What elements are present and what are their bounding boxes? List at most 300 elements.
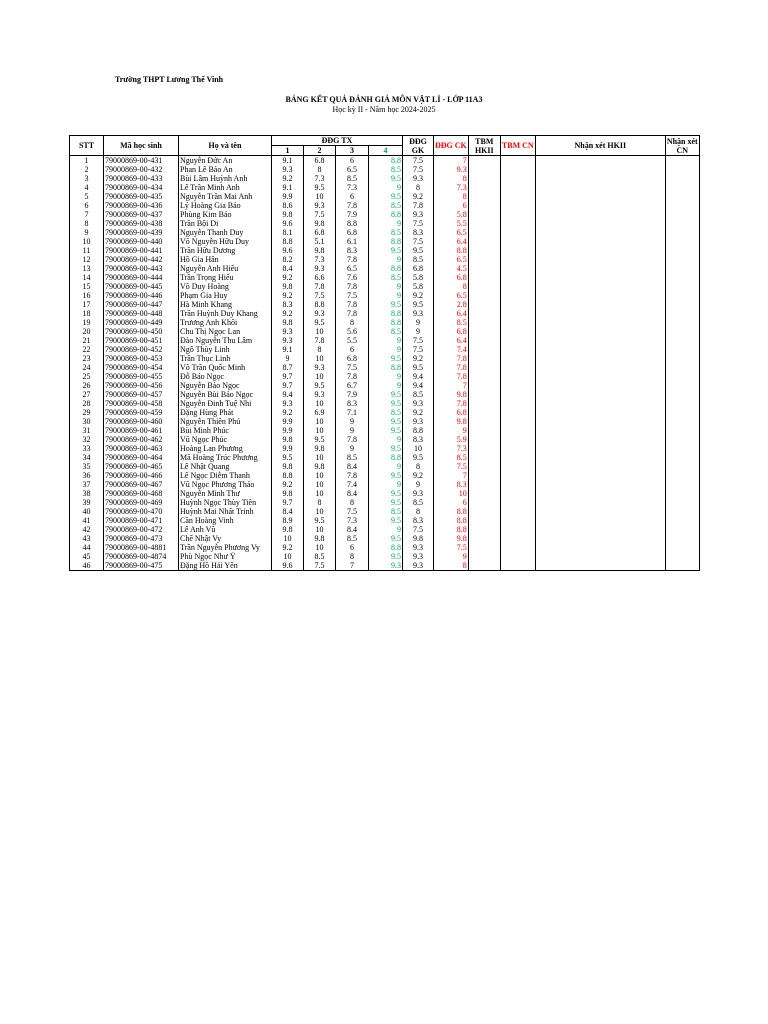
cell-stt: 17	[70, 300, 104, 309]
cell-tx1: 9.1	[272, 345, 304, 354]
school-name: Trường THPT Lương Thế Vinh	[115, 75, 224, 84]
cell-stt: 21	[70, 336, 104, 345]
cell-ddg-ck: 8	[434, 282, 469, 291]
cell-full-name: Hoàng Lan Phương	[179, 444, 272, 453]
cell-stt: 46	[70, 561, 104, 571]
cell-tbm-hkii	[468, 264, 500, 273]
cell-comment-cn	[665, 273, 699, 282]
cell-stt: 25	[70, 372, 104, 381]
cell-tx1: 9	[272, 354, 304, 363]
cell-comment-hkii	[535, 480, 665, 489]
cell-comment-cn	[665, 462, 699, 471]
cell-tx1: 9.6	[272, 246, 304, 255]
cell-student-id: 79000869-00-467	[104, 480, 179, 489]
cell-tx1: 9.6	[272, 561, 304, 571]
cell-comment-hkii	[535, 192, 665, 201]
table-row	[70, 372, 700, 381]
cell-tbm-cn	[500, 264, 535, 273]
cell-tx3: 6.5	[336, 165, 369, 174]
cell-tx2: 6.8	[304, 156, 336, 166]
cell-full-name: Trương Anh Khôi	[179, 318, 272, 327]
cell-tx2: 7.8	[304, 282, 336, 291]
cell-tbm-cn	[500, 444, 535, 453]
table-row	[70, 516, 700, 525]
cell-full-name: Võ Nguyễn Hữu Duy	[179, 237, 272, 246]
cell-tbm-cn	[500, 192, 535, 201]
cell-tx4: 9	[369, 525, 403, 534]
cell-ddg-ck: 6.5	[434, 228, 469, 237]
cell-tbm-cn	[500, 273, 535, 282]
cell-student-id: 79000869-00-447	[104, 300, 179, 309]
cell-full-name: Phạm Gia Huy	[179, 291, 272, 300]
table-row	[70, 399, 700, 408]
cell-full-name: Trần Thục Linh	[179, 354, 272, 363]
cell-ddg-ck: 6.8	[434, 327, 469, 336]
cell-full-name: Nguyễn Anh Hiếu	[179, 264, 272, 273]
header-stt: STT	[70, 136, 104, 156]
cell-comment-cn	[665, 192, 699, 201]
cell-full-name: Hà Minh Khang	[179, 300, 272, 309]
cell-full-name: Đào Nguyễn Thu Lâm	[179, 336, 272, 345]
table-row	[70, 471, 700, 480]
cell-ddg-gk: 9	[403, 318, 434, 327]
table-row	[70, 174, 700, 183]
cell-ddg-gk: 7.5	[403, 156, 434, 166]
cell-tx4: 8.5	[369, 408, 403, 417]
cell-ddg-ck: 8.5	[434, 318, 469, 327]
cell-tx4: 8.5	[369, 507, 403, 516]
cell-tx3: 7.1	[336, 408, 369, 417]
cell-ddg-gk: 9.2	[403, 291, 434, 300]
cell-tx3: 9	[336, 444, 369, 453]
table-row	[70, 363, 700, 372]
cell-comment-hkii	[535, 210, 665, 219]
cell-full-name: Nguyễn Thanh Duy	[179, 228, 272, 237]
cell-tx4: 9.5	[369, 354, 403, 363]
cell-tx1: 9.1	[272, 156, 304, 166]
cell-stt: 10	[70, 237, 104, 246]
cell-full-name: Bùi Lâm Huỳnh Anh	[179, 174, 272, 183]
cell-ddg-gk: 7.5	[403, 336, 434, 345]
header-ddg-tx: ĐĐG TX	[272, 136, 403, 146]
cell-tbm-cn	[500, 426, 535, 435]
cell-comment-hkii	[535, 426, 665, 435]
cell-ddg-gk: 7.5	[403, 237, 434, 246]
cell-comment-hkii	[535, 516, 665, 525]
cell-ddg-ck: 6.4	[434, 336, 469, 345]
cell-ddg-ck: 9	[434, 426, 469, 435]
cell-ddg-ck: 8.5	[434, 453, 469, 462]
cell-tx3: 5.6	[336, 327, 369, 336]
cell-tx2: 7.3	[304, 255, 336, 264]
cell-comment-hkii	[535, 354, 665, 363]
cell-comment-cn	[665, 336, 699, 345]
cell-tx1: 9.2	[272, 309, 304, 318]
cell-full-name: Trần Hữu Dương	[179, 246, 272, 255]
cell-comment-cn	[665, 363, 699, 372]
cell-full-name: Võ Duy Hoàng	[179, 282, 272, 291]
cell-ddg-gk: 8	[403, 183, 434, 192]
cell-full-name: Nguyễn Bùi Bảo Ngọc	[179, 390, 272, 399]
cell-ddg-gk: 9.4	[403, 372, 434, 381]
cell-tx3: 8.3	[336, 399, 369, 408]
cell-tx3: 8.4	[336, 462, 369, 471]
cell-tx1: 9.7	[272, 372, 304, 381]
cell-ddg-gk: 9.5	[403, 246, 434, 255]
header-ddg-gk	[403, 136, 434, 156]
cell-tx4: 8.8	[369, 363, 403, 372]
cell-student-id: 79000869-00-454	[104, 363, 179, 372]
cell-student-id: 79000869-00-449	[104, 318, 179, 327]
cell-comment-cn	[665, 183, 699, 192]
cell-comment-hkii	[535, 381, 665, 390]
cell-student-id: 79000869-00-431	[104, 156, 179, 166]
cell-tx4: 8.8	[369, 309, 403, 318]
cell-ddg-gk: 9.3	[403, 417, 434, 426]
cell-tbm-hkii	[468, 381, 500, 390]
cell-tbm-hkii	[468, 237, 500, 246]
cell-tbm-hkii	[468, 165, 500, 174]
cell-full-name: Lê Nhật Quang	[179, 462, 272, 471]
header-tx2: 2	[304, 146, 336, 156]
cell-ddg-ck: 8	[434, 174, 469, 183]
cell-ddg-ck: 7	[434, 471, 469, 480]
cell-comment-hkii	[535, 183, 665, 192]
cell-tbm-hkii	[468, 210, 500, 219]
cell-stt: 6	[70, 201, 104, 210]
cell-tx1: 9.2	[272, 174, 304, 183]
cell-tbm-hkii	[468, 228, 500, 237]
cell-comment-hkii	[535, 417, 665, 426]
cell-stt: 28	[70, 399, 104, 408]
cell-ddg-gk: 8.5	[403, 255, 434, 264]
cell-full-name: Nguyễn Thiên Phú	[179, 417, 272, 426]
cell-student-id: 79000869-00-464	[104, 453, 179, 462]
cell-ddg-ck: 7.5	[434, 543, 469, 552]
cell-tx4: 9	[369, 381, 403, 390]
cell-comment-hkii	[535, 156, 665, 166]
cell-tbm-cn	[500, 300, 535, 309]
cell-comment-hkii	[535, 201, 665, 210]
cell-student-id: 79000869-00-450	[104, 327, 179, 336]
cell-tx3: 6	[336, 543, 369, 552]
header-tbm-cn: TBM CN	[500, 136, 535, 156]
cell-ddg-ck: 7.8	[434, 354, 469, 363]
cell-tx3: 7.6	[336, 273, 369, 282]
cell-comment-hkii	[535, 327, 665, 336]
table-row	[70, 228, 700, 237]
cell-tx4: 8.5	[369, 201, 403, 210]
table-row	[70, 192, 700, 201]
cell-full-name: Lê Ngọc Diễm Thanh	[179, 471, 272, 480]
cell-tbm-cn	[500, 507, 535, 516]
cell-tx2: 9.8	[304, 246, 336, 255]
cell-tx3: 5.5	[336, 336, 369, 345]
cell-tbm-hkii	[468, 507, 500, 516]
cell-ddg-ck: 6.5	[434, 291, 469, 300]
cell-stt: 42	[70, 525, 104, 534]
cell-ddg-gk: 8.3	[403, 516, 434, 525]
header-comment-cn-line2: CN	[676, 145, 689, 155]
cell-tbm-cn	[500, 219, 535, 228]
cell-tx3: 7.5	[336, 507, 369, 516]
cell-comment-cn	[665, 345, 699, 354]
cell-tx1: 9.9	[272, 192, 304, 201]
cell-tx2: 7.3	[304, 174, 336, 183]
cell-stt: 35	[70, 462, 104, 471]
cell-ddg-gk: 8	[403, 462, 434, 471]
cell-tx3: 8.4	[336, 489, 369, 498]
cell-tx4: 9.5	[369, 489, 403, 498]
cell-tx4: 9.5	[369, 417, 403, 426]
cell-full-name: Nguyễn Trần Mai Anh	[179, 192, 272, 201]
cell-ddg-gk: 9.3	[403, 309, 434, 318]
cell-comment-cn	[665, 417, 699, 426]
table-row	[70, 534, 700, 543]
cell-ddg-gk: 9.3	[403, 174, 434, 183]
cell-tbm-cn	[500, 534, 535, 543]
cell-tbm-hkii	[468, 219, 500, 228]
cell-tbm-hkii	[468, 435, 500, 444]
cell-student-id: 79000869-00-466	[104, 471, 179, 480]
cell-full-name: Trần Bội Di	[179, 219, 272, 228]
cell-comment-hkii	[535, 165, 665, 174]
cell-comment-cn	[665, 381, 699, 390]
cell-tx1: 9.2	[272, 543, 304, 552]
cell-ddg-ck: 8.8	[434, 525, 469, 534]
cell-tx4: 9	[369, 435, 403, 444]
cell-tx3: 7.4	[336, 480, 369, 489]
cell-comment-cn	[665, 264, 699, 273]
cell-tbm-hkii	[468, 543, 500, 552]
cell-tx4: 9.5	[369, 174, 403, 183]
cell-comment-hkii	[535, 336, 665, 345]
cell-tx4: 8.8	[369, 543, 403, 552]
cell-tbm-cn	[500, 165, 535, 174]
cell-tx1: 9.3	[272, 399, 304, 408]
cell-tbm-hkii	[468, 201, 500, 210]
cell-tx1: 9.2	[272, 273, 304, 282]
cell-tbm-hkii	[468, 363, 500, 372]
cell-tx1: 10	[272, 534, 304, 543]
cell-tbm-cn	[500, 489, 535, 498]
cell-comment-cn	[665, 543, 699, 552]
table-row	[70, 156, 700, 166]
cell-tbm-hkii	[468, 390, 500, 399]
table-row	[70, 318, 700, 327]
cell-student-id: 79000869-00-460	[104, 417, 179, 426]
cell-tx4: 8.8	[369, 210, 403, 219]
cell-tbm-cn	[500, 336, 535, 345]
cell-tx3: 7.8	[336, 309, 369, 318]
cell-ddg-ck: 6.5	[434, 255, 469, 264]
cell-comment-cn	[665, 444, 699, 453]
cell-ddg-gk: 9.4	[403, 381, 434, 390]
cell-ddg-ck: 5.8	[434, 210, 469, 219]
cell-comment-hkii	[535, 237, 665, 246]
cell-student-id: 79000869-00-469	[104, 498, 179, 507]
cell-ddg-ck: 6.4	[434, 309, 469, 318]
cell-student-id: 79000869-00-439	[104, 228, 179, 237]
cell-comment-hkii	[535, 408, 665, 417]
table-row	[70, 417, 700, 426]
cell-tbm-hkii	[468, 336, 500, 345]
cell-stt: 45	[70, 552, 104, 561]
cell-tbm-cn	[500, 318, 535, 327]
cell-comment-hkii	[535, 318, 665, 327]
header-tx4: 4	[369, 146, 403, 156]
cell-ddg-gk: 6.8	[403, 264, 434, 273]
cell-student-id: 79000869-00-462	[104, 435, 179, 444]
cell-tbm-cn	[500, 201, 535, 210]
cell-ddg-gk: 7.8	[403, 201, 434, 210]
cell-tbm-hkii	[468, 273, 500, 282]
cell-ddg-ck: 7.8	[434, 363, 469, 372]
cell-tbm-cn	[500, 390, 535, 399]
header-tbm-hkii-line1: TBM	[475, 136, 494, 146]
cell-tx2: 9.5	[304, 318, 336, 327]
cell-tx1: 8.6	[272, 201, 304, 210]
cell-comment-hkii	[535, 498, 665, 507]
header-ddg-gk-line2: GK	[411, 145, 425, 155]
cell-ddg-ck: 8.8	[434, 516, 469, 525]
cell-stt: 1	[70, 156, 104, 166]
cell-stt: 30	[70, 417, 104, 426]
cell-tx4: 9	[369, 282, 403, 291]
cell-tx4: 9	[369, 255, 403, 264]
cell-tx1: 9.7	[272, 381, 304, 390]
cell-ddg-ck: 2.8	[434, 300, 469, 309]
header-comment-cn-line1: Nhận xét	[666, 136, 698, 146]
cell-full-name: Bùi Minh Phúc	[179, 426, 272, 435]
cell-comment-cn	[665, 291, 699, 300]
cell-comment-hkii	[535, 174, 665, 183]
cell-comment-cn	[665, 489, 699, 498]
cell-stt: 5	[70, 192, 104, 201]
cell-tbm-cn	[500, 282, 535, 291]
table-row	[70, 381, 700, 390]
cell-stt: 34	[70, 453, 104, 462]
cell-stt: 4	[70, 183, 104, 192]
cell-stt: 37	[70, 480, 104, 489]
cell-tx4: 9	[369, 291, 403, 300]
cell-student-id: 79000869-00-461	[104, 426, 179, 435]
cell-stt: 18	[70, 309, 104, 318]
cell-ddg-ck: 7.3	[434, 444, 469, 453]
cell-ddg-gk: 8.3	[403, 228, 434, 237]
cell-tx3: 6.8	[336, 228, 369, 237]
cell-tx4: 9.5	[369, 246, 403, 255]
table-row	[70, 282, 700, 291]
cell-tbm-cn	[500, 543, 535, 552]
cell-stt: 31	[70, 426, 104, 435]
cell-comment-cn	[665, 309, 699, 318]
cell-student-id: 79000869-00-456	[104, 381, 179, 390]
cell-tbm-cn	[500, 408, 535, 417]
table-row	[70, 291, 700, 300]
cell-stt: 26	[70, 381, 104, 390]
cell-tx2: 10	[304, 489, 336, 498]
cell-tx1: 9.9	[272, 417, 304, 426]
cell-tbm-cn	[500, 498, 535, 507]
cell-student-id: 79000869-00-440	[104, 237, 179, 246]
cell-tx3: 8.3	[336, 246, 369, 255]
cell-tx1: 9.9	[272, 426, 304, 435]
cell-tx4: 9.5	[369, 534, 403, 543]
cell-student-id: 79000869-00-441	[104, 246, 179, 255]
cell-ddg-gk: 9.3	[403, 489, 434, 498]
cell-comment-cn	[665, 246, 699, 255]
cell-comment-hkii	[535, 309, 665, 318]
cell-comment-cn	[665, 435, 699, 444]
cell-tx3: 7.9	[336, 210, 369, 219]
cell-tx2: 10	[304, 543, 336, 552]
cell-ddg-gk: 7.5	[403, 525, 434, 534]
cell-ddg-ck: 4.5	[434, 264, 469, 273]
cell-full-name: Phù Ngọc Như Ý	[179, 552, 272, 561]
cell-comment-hkii	[535, 228, 665, 237]
cell-tx4: 8.5	[369, 273, 403, 282]
table-row	[70, 462, 700, 471]
table-row	[70, 336, 700, 345]
cell-tx4: 9.5	[369, 471, 403, 480]
cell-stt: 3	[70, 174, 104, 183]
cell-tx2: 9.8	[304, 219, 336, 228]
cell-tx2: 6.6	[304, 273, 336, 282]
cell-comment-cn	[665, 174, 699, 183]
cell-full-name: Nguyễn Đức An	[179, 156, 272, 166]
cell-tx2: 9.8	[304, 462, 336, 471]
cell-tx3: 7.3	[336, 183, 369, 192]
cell-stt: 36	[70, 471, 104, 480]
cell-comment-hkii	[535, 462, 665, 471]
cell-tx3: 7.8	[336, 372, 369, 381]
cell-ddg-ck: 8	[434, 192, 469, 201]
cell-tbm-cn	[500, 291, 535, 300]
cell-ddg-gk: 9.3	[403, 210, 434, 219]
cell-comment-cn	[665, 354, 699, 363]
cell-tx3: 6.5	[336, 264, 369, 273]
table-row	[70, 201, 700, 210]
cell-ddg-ck: 6.8	[434, 273, 469, 282]
cell-tx3: 7.8	[336, 300, 369, 309]
cell-ddg-gk: 5.8	[403, 273, 434, 282]
cell-tbm-cn	[500, 354, 535, 363]
cell-full-name: Vũ Ngọc Phương Thảo	[179, 480, 272, 489]
cell-tx3: 8.5	[336, 174, 369, 183]
cell-tbm-hkii	[468, 309, 500, 318]
cell-tbm-cn	[500, 381, 535, 390]
cell-ddg-ck: 8.8	[434, 507, 469, 516]
cell-tbm-cn	[500, 372, 535, 381]
cell-ddg-gk: 9.5	[403, 363, 434, 372]
cell-tx2: 10	[304, 453, 336, 462]
cell-comment-hkii	[535, 453, 665, 462]
cell-ddg-ck: 6	[434, 498, 469, 507]
cell-tbm-hkii	[468, 525, 500, 534]
table-row	[70, 480, 700, 489]
cell-tx4: 9.5	[369, 516, 403, 525]
table-row	[70, 246, 700, 255]
table-row	[70, 543, 700, 552]
cell-student-id: 79000869-00-436	[104, 201, 179, 210]
cell-tx1: 9.8	[272, 525, 304, 534]
cell-tbm-cn	[500, 480, 535, 489]
cell-tx2: 6.8	[304, 228, 336, 237]
cell-tx3: 8	[336, 498, 369, 507]
cell-comment-hkii	[535, 363, 665, 372]
cell-tx3: 7.9	[336, 390, 369, 399]
